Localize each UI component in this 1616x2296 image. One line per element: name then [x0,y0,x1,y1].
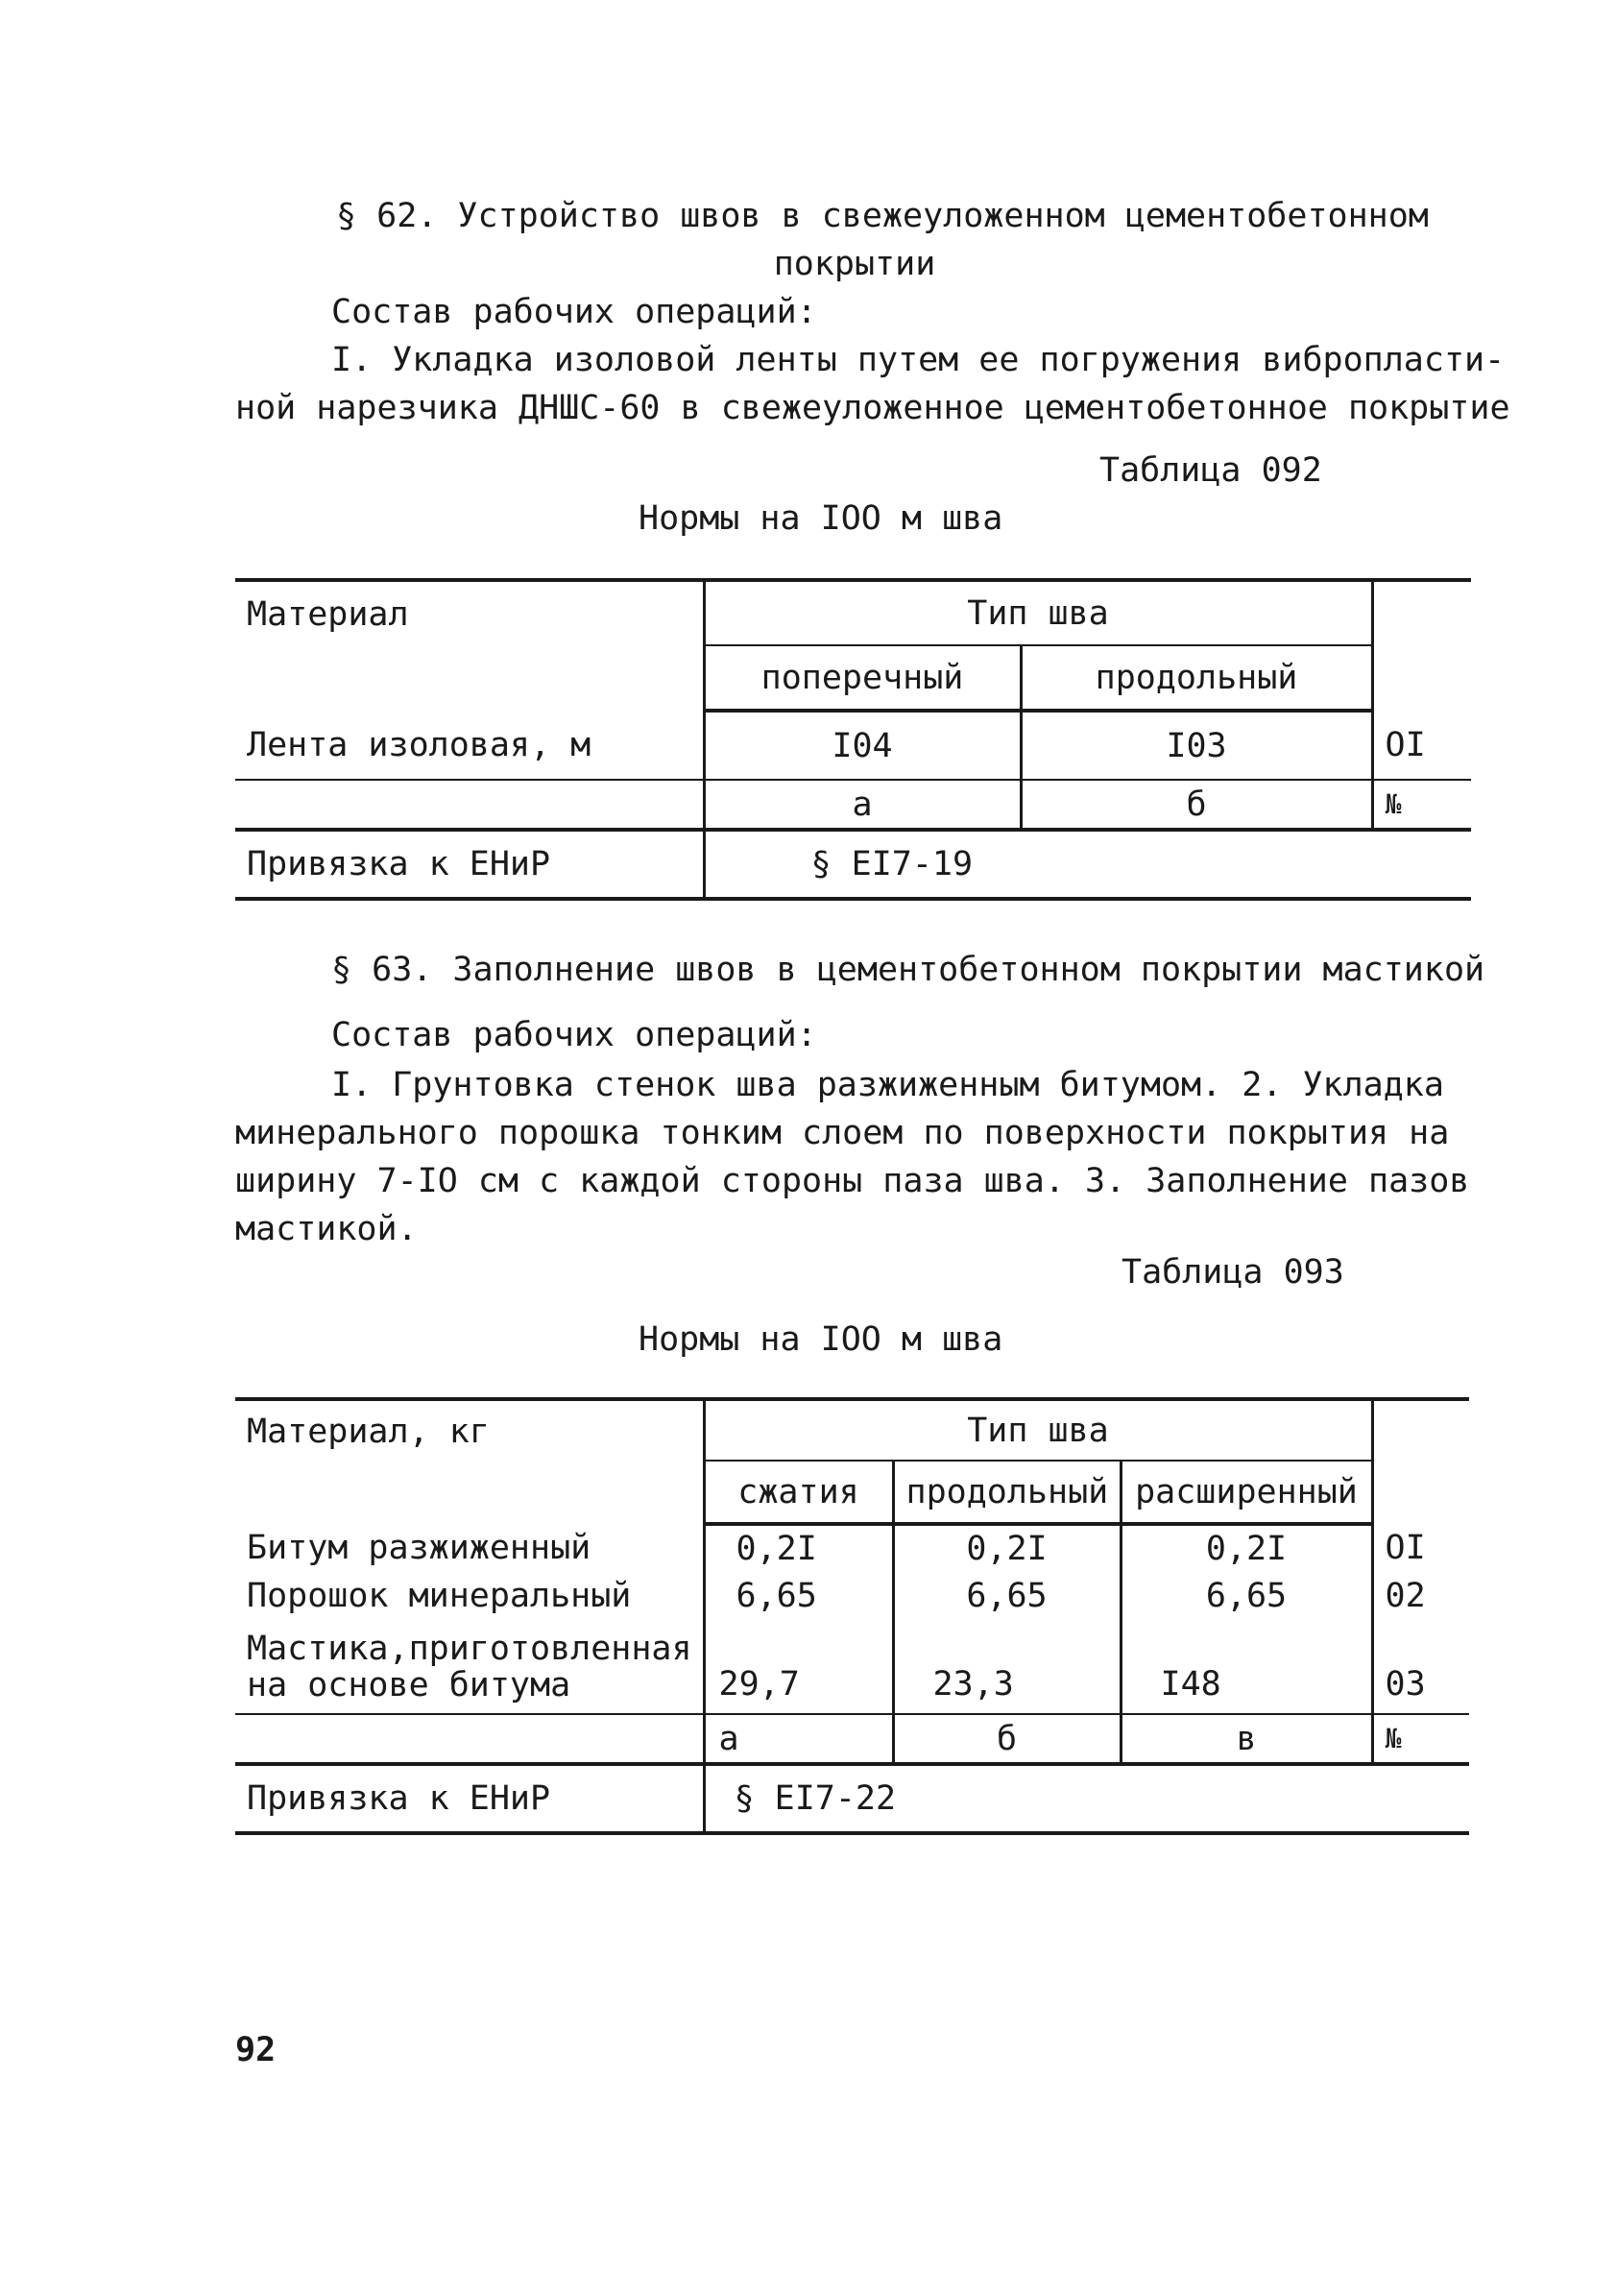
section-62-op1-line2: ной нарезчика ДНШС-60 в свежеуложенное цементобетонное покрытие [235,389,1510,427]
t092-letter-2: б [1021,780,1372,830]
table-093-label: Таблица 093 [1122,1253,1344,1292]
t092-header-type: Тип шва [704,580,1372,645]
t093-row-3-name-line2: на основе битума [247,1665,571,1704]
t092-row-value-2: I03 [1021,711,1372,780]
t092-letter-1: а [704,780,1021,830]
t093-row-2-value-3: 6,65 [1121,1572,1372,1620]
t093-row-1-value-2: 0,2I [893,1524,1121,1572]
t093-header-type: Тип шва [704,1399,1372,1461]
t092-header-col-2: продольный [1021,645,1372,711]
t093-row-2-name: Порошок минеральный [247,1577,632,1615]
t093-row-1-value-1: 0,2I [704,1524,893,1572]
t093-row-3-code: 03 [1372,1620,1469,1714]
t092-link-label: Привязка к ЕНиР [235,830,704,899]
section-62-ops-label: Состав рабочих операций: [331,293,817,331]
t093-link-value: § EI7-22 [704,1764,1469,1833]
t093-row-3-name-line1: Мастика,приготовленная [247,1629,692,1668]
page-number: 92 [235,2031,277,2069]
t093-letter-2: б [893,1714,1121,1764]
t093-row-2-value-1: 6,65 [704,1572,893,1620]
t092-header-code [1372,580,1471,711]
section-62-title-cont: покрытии [773,245,936,283]
t093-row-1-value-3: 0,2I [1121,1524,1372,1572]
t092-letters-empty [235,780,704,830]
t093-row-1-name: Битум разжиженный [247,1529,591,1567]
table-092-label: Таблица 092 [1099,451,1322,490]
t092-header-col-1: поперечный [704,645,1021,711]
t093-header-col-3: расширенный [1121,1461,1372,1524]
section-63-ops-text: I. Грунтовка стенок шва разжиженным битумом. 2. Укладка минерального порошка тонким слоем по поверхности покрытия на ширину 7-IO см с каждой стороны паза шва. 3. Заполнение пазов мастикой. [235,1066,1470,1248]
t093-row-3-value-1: 29,7 [704,1620,893,1714]
t093-row-3-value-2: 23,3 [893,1620,1121,1714]
t093-row-2-value-2: 6,65 [893,1572,1121,1620]
t093-letter-3: в [1121,1714,1372,1764]
t093-row-2-code: 02 [1372,1572,1469,1620]
t092-link-value: § EI7-19 [704,830,1471,899]
t092-row-name: Лента изоловая, м [235,711,704,780]
t093-letters-empty [235,1714,704,1764]
t092-row-code: OI [1372,711,1471,780]
t092-number-sign: № [1372,780,1471,830]
section-62-title: § 62. Устройство швов в свежеуложенном цементобетонном [336,197,1429,235]
table-092 [235,578,1471,901]
table-092-norms: Нормы на IOO м шва [639,499,1003,538]
section-63-title: § 63. Заполнение швов в цементобетонном покрытии мастикой [331,951,1485,989]
t093-header-material: Материал, кг [235,1399,704,1524]
table-093 [235,1397,1469,1835]
t093-header-code [1372,1399,1469,1524]
t093-link-label: Привязка к ЕНиР [235,1764,704,1833]
t093-row-1-code: OI [1372,1524,1469,1572]
t093-header-col-2: продольный [893,1461,1121,1524]
t093-row-3-value-3: I48 [1121,1620,1372,1714]
t093-letter-1: а [704,1714,893,1764]
section-63-ops-label: Состав рабочих операций: [331,1016,817,1054]
table-093-norms: Нормы на IOO м шва [639,1320,1003,1359]
t093-header-col-1: сжатия [704,1461,893,1524]
t092-row-value-1: I04 [704,711,1021,780]
t093-number-sign: № [1372,1714,1469,1764]
t092-header-material: Материал [235,580,704,711]
section-62-op1-line1: I. Укладка изоловой ленты путем ее погружения вибропласти- [331,341,1506,379]
